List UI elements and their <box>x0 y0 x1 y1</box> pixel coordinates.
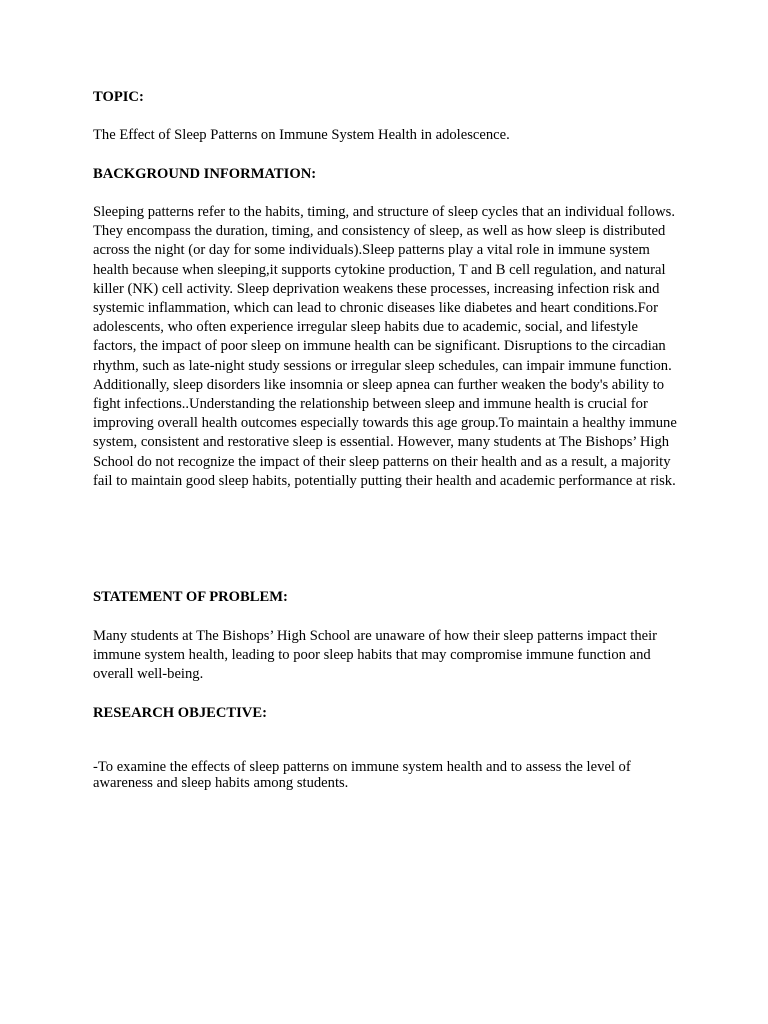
problem-paragraph: Many students at The Bishops’ High School are unaware of how their sleep patterns impact their immune system health, leading to poor sleep habits that may compromise immune function and overall well-being. <box>93 628 658 683</box>
topic-heading: TOPIC: <box>93 89 144 105</box>
objective-heading: RESEARCH OBJECTIVE: <box>93 705 267 721</box>
background-paragraph: Sleeping patterns refer to the habits, timing, and structure of sleep cycles that an individual follows. They encompass the duration, timing, and consistency of sleep, as well as how sleep is distributed across the night (or day for some individuals).Sleep patterns play a vital role in immune system health because when sleeping,it supports cytokine production, T and B cell regulation, and natural killer (NK) cell activity. Sleep deprivation weakens these processes, increasing infection risk and systemic inflammation, which can lead to chronic diseases like diabetes and heart conditions.For adolescents, who often experience irregular sleep habits due to academic, social, and lifestyle factors, the impact of poor sleep on immune health can be significant. Disruptions to the circadian rhythm, such as late-night study sessions or irregular sleep schedules, can impair immune function. Additionally, sleep disorders like insomnia or sleep apnea can further weaken the body's ability to fight infections..Understanding the relationship between sleep and immune health is crucial for improving overall health outcomes especially towards this age group.To maintain a healthy immune system, consistent and restorative sleep is essential. However, many students at The Bishops’ High School do not recognize the impact of their sleep patterns on their health and as a result, a majority fail to maintain good sleep habits, potentially putting their health and academic performance at risk. <box>93 204 677 489</box>
topic-text: The Effect of Sleep Patterns on Immune System Health in adolescence. <box>93 127 510 143</box>
objective-paragraph: -To examine the effects of sleep patterns on immune system health and to assess the level of awareness and sleep habits among students. <box>93 759 631 791</box>
background-heading: BACKGROUND INFORMATION: <box>93 166 317 182</box>
problem-heading: STATEMENT OF PROBLEM: <box>93 589 288 605</box>
